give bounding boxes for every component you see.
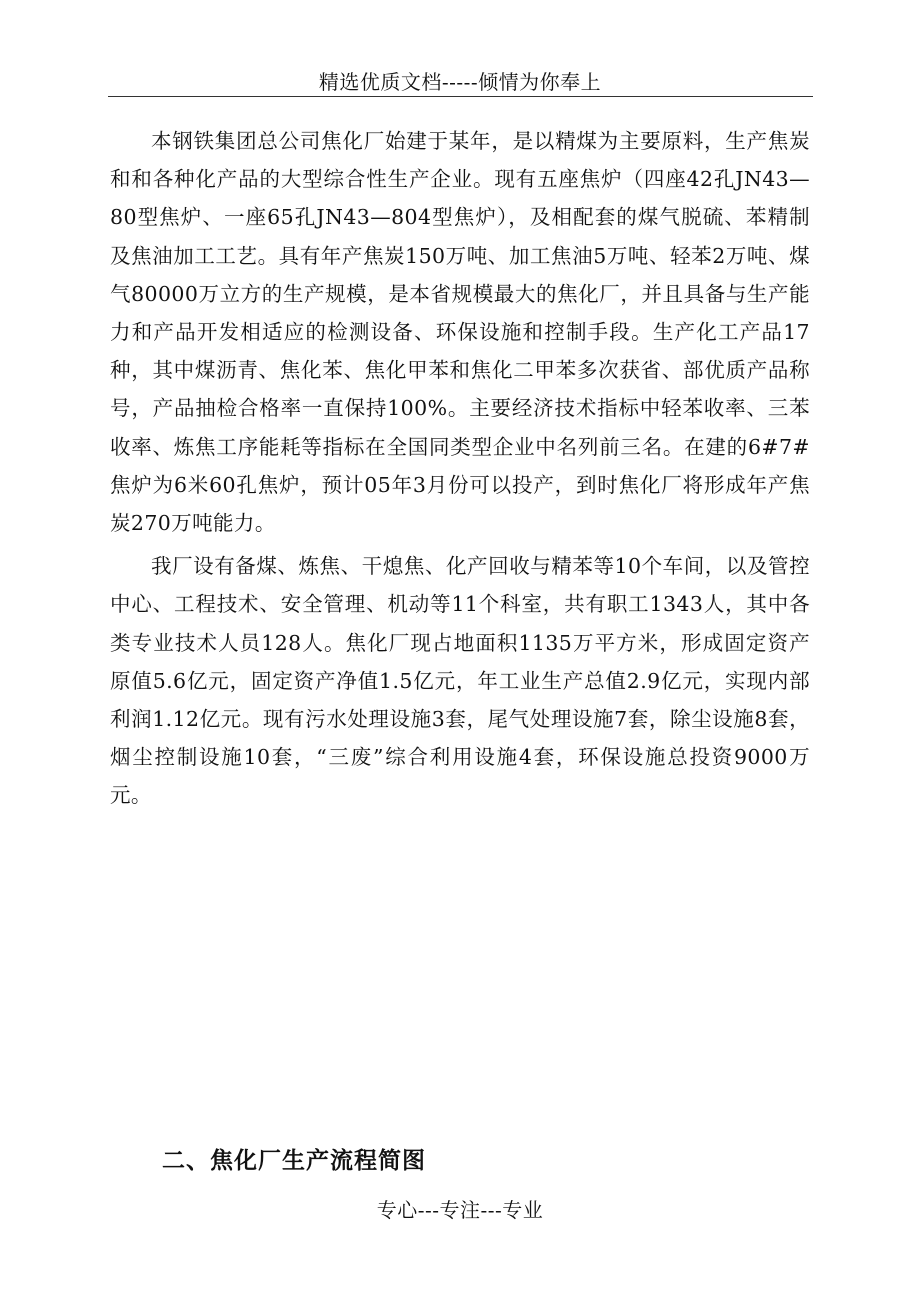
page-header: 精选优质文档-----倾情为你奉上 bbox=[318, 70, 602, 94]
paragraph-company-overview: 本钢铁集团总公司焦化厂始建于某年，是以精煤为主要原料，生产焦炭和和各种化产品的大型综合性生产企业。现有五座焦炉（四座42孔JN43—80型焦炉、一座65孔JN43—804型焦炉），及相配套的煤气脱硫、苯精制及焦油加工工艺。具有年产焦炭150万吨、加工焦油5万吨、轻苯2万吨、煤气80000万立方的生产规模，是本省规模最大的焦化厂，并且具备与生产能力和产品开发相适应的检测设备、环保设施和控制手段。生产化工产品17种，其中煤沥青、焦化苯、焦化甲苯和焦化二甲苯多次获省、部优质产品称号，产品抽检合格率一直保持100%。主要经济技术指标中轻苯收率、三苯收率、炼焦工序能耗等指标在全国同类型企业中名列前三名。在建的6#7#焦炉为6米60孔焦炉，预计05年3月份可以投产，到时焦化厂将形成年产焦炭270万吨能力。 bbox=[110, 129, 810, 536]
page-footer: 专心---专注---专业 bbox=[376, 1198, 544, 1222]
body-text bbox=[110, 122, 810, 815]
paragraph-plant-organization: 我厂设有备煤、炼焦、干熄焦、化产回收与精苯等10个车间，以及管控中心、工程技术、安全管理、机动等11个科室，共有职工1343人，其中各类专业技术人员128人。焦化厂现占地面积1135万平方米，形成固定资产原值5.6亿元，固定资产净值1.5亿元，年工业生产总值2.9亿元，实现内部利润1.12亿元。现有污水处理设施3套，尾气处理设施7套，除尘设施8套，烟尘控制设施10套，“三废”综合利用设施4套，环保设施总投资9000万元。 bbox=[110, 554, 810, 808]
header-divider bbox=[108, 96, 813, 97]
section-heading: 二、焦化厂生产流程简图 bbox=[162, 1148, 426, 1174]
